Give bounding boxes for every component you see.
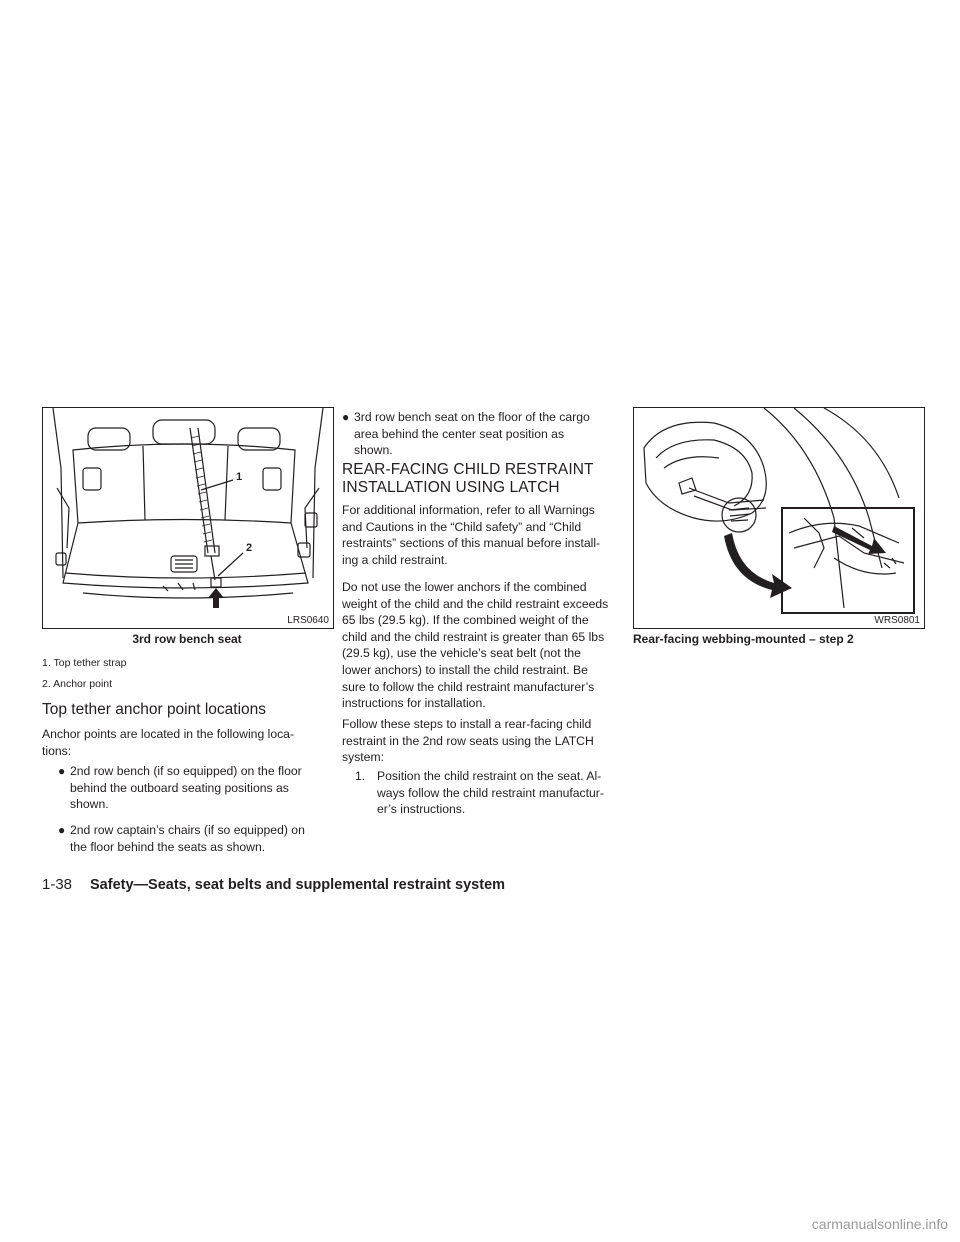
legend-item-2: 2. Anchor point [42, 678, 113, 690]
list-item: ● 2nd row bench (if so equipped) on the floor behind the outboard seating positions as shown. [58, 764, 302, 812]
page-number: 1-38 [42, 876, 73, 893]
arrow-up-icon [208, 588, 224, 608]
watermark: carmanualsonline.info [811, 1216, 948, 1232]
figure-rear-facing-webbing [633, 407, 925, 629]
section-heading: REAR-FACING CHILD RESTRAINT INSTALLATION USING LATCH [342, 461, 594, 496]
legend-item-1: 1. Top tether strap [42, 657, 127, 669]
section-heading: Top tether anchor point locations [42, 701, 267, 718]
paragraph: Follow these steps to install a rear-facing child restraint in the 2nd row seats using the LATCH system: [342, 717, 594, 765]
list-item: 1. Position the child restraint on the seat. Al- ways follow the child restraint manufactur- er’s instructions. [355, 769, 604, 817]
cargo-area-illustration [43, 408, 333, 628]
paragraph: Do not use the lower anchors if the combined weight of the child and the child restraint exceeds 65 lbs (29.5 kg). If the combined weight of the child and the child restraint is greater than 65 lbs (29.5 kg), use the vehicle’s seat belt (not the lower anchors) to install the child restraint. Be sure to follow the child restraint manufacturer’s instructions for installation. [342, 580, 609, 711]
list-item: ● 2nd row captain’s chairs (if so equipped) on the floor behind the seats as shown. [58, 823, 305, 854]
figure-caption: Rear-facing webbing-mounted – step 2 [633, 632, 854, 646]
figure-caption: 3rd row bench seat [132, 632, 242, 646]
child-seat-illustration [634, 408, 924, 628]
bullet-icon: ● [58, 823, 66, 837]
list-item: ● 3rd row bench seat on the floor of the cargo area behind the center seat position as shown. [342, 410, 590, 458]
paragraph: For additional information, refer to all Warnings and Cautions in the “Child safety” and “Child restraints” sections of this manual before install- ing a child restraint. [342, 503, 601, 567]
chapter-title: Safety—Seats, seat belts and supplemental restraint system [90, 877, 506, 893]
bullet-icon: ● [58, 764, 66, 778]
bullet-icon: ● [342, 410, 350, 424]
figure-code: WRS0801 [874, 615, 920, 626]
callout-1: 1 [236, 471, 243, 483]
intro-line-2: tions: [42, 744, 72, 758]
figure-3rd-row-bench-seat [42, 407, 334, 629]
callout-2: 2 [246, 542, 253, 554]
step-number: 1. [355, 769, 366, 783]
intro-line-1: Anchor points are located in the following loca- [42, 727, 295, 741]
figure-code: LRS0640 [287, 615, 329, 626]
